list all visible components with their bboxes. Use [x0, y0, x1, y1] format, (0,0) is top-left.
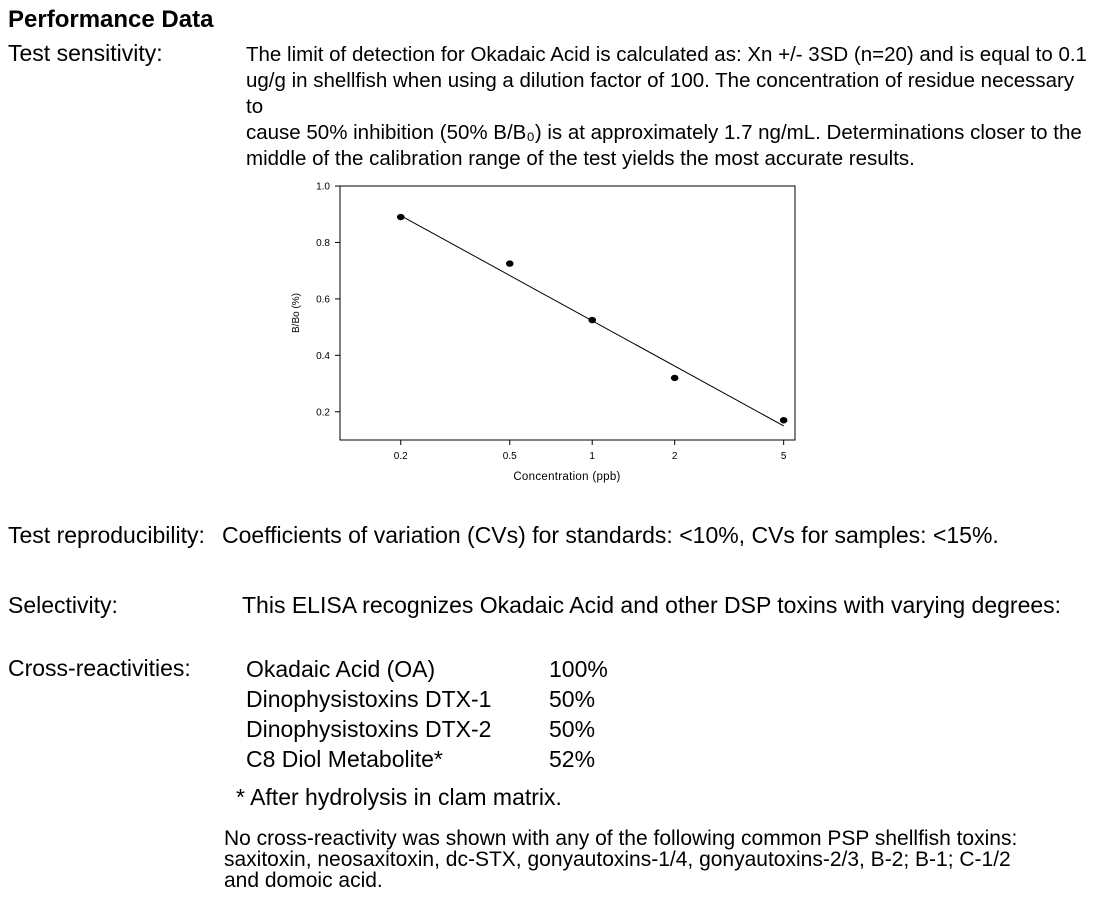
sensitivity-text — [246, 42, 1091, 172]
x-tick-label: 0.2 — [393, 451, 408, 462]
reproducibility-label: Test reproducibility: — [8, 522, 205, 548]
page-title: Performance Data — [8, 6, 214, 33]
plot-frame — [340, 186, 795, 440]
note-line: No cross-reactivity was shown with any of the following common PSP shellfish toxins: — [224, 827, 1018, 850]
x-tick-label: 0.5 — [502, 451, 517, 462]
x-tick-label: 2 — [671, 451, 678, 462]
y-tick-label: 0.6 — [316, 294, 330, 306]
toxin-value: 52% — [549, 746, 596, 772]
cross-row — [246, 654, 608, 684]
note-line: and domoic acid. — [224, 869, 383, 892]
y-tick-label: 0.4 — [316, 350, 330, 362]
cross-row — [246, 744, 608, 774]
reproducibility-value: Coefficients of variation (CVs) for standards: <10%, CVs for samples: <15%. — [222, 522, 999, 548]
sensitivity-line: cause 50% inhibition (50% B/B₀) is at approximately 1.7 ng/mL. Determinations closer to the — [246, 121, 1082, 144]
data-point — [506, 260, 514, 266]
cross-row — [246, 714, 608, 744]
footnote: * After hydrolysis in clam matrix. — [236, 784, 562, 810]
sensitivity-label: Test sensitivity: — [8, 40, 163, 66]
cross-reactivities-label: Cross-reactivities: — [8, 655, 191, 681]
toxin-value: 50% — [549, 686, 596, 712]
sensitivity-line: middle of the calibration range of the test yields the most accurate results. — [246, 147, 915, 170]
y-axis-ticks — [316, 182, 340, 419]
no-cross-reactivity-note — [224, 828, 1084, 891]
toxin-name: Okadaic Acid (OA) — [246, 656, 436, 682]
selectivity-text: This ELISA recognizes Okadaic Acid and other DSP toxins with varying degrees: — [242, 592, 1062, 618]
toxin-value: 100% — [549, 656, 608, 682]
y-axis-label: B/Bo (%) — [291, 292, 302, 334]
x-axis-label: Concentration (ppb) — [513, 471, 621, 483]
selectivity-label: Selectivity: — [8, 592, 118, 618]
data-point — [588, 317, 596, 323]
toxin-value: 50% — [549, 716, 596, 742]
y-tick-label: 0.8 — [316, 237, 330, 249]
x-axis-ticks — [394, 440, 787, 462]
cross-reactivity-table — [246, 654, 608, 774]
cross-row — [246, 684, 608, 714]
calibration-chart — [270, 170, 810, 490]
data-point — [671, 375, 679, 381]
toxin-name: C8 Diol Metabolite* — [246, 746, 443, 772]
y-tick-label: 1.0 — [316, 181, 330, 193]
toxin-name: Dinophysistoxins DTX-1 — [246, 686, 492, 712]
data-point — [780, 417, 788, 423]
x-tick-label: 5 — [780, 451, 787, 462]
y-tick-label: 0.2 — [316, 407, 330, 419]
toxin-name: Dinophysistoxins DTX-2 — [246, 716, 492, 742]
data-point — [397, 214, 405, 220]
sensitivity-line: ug/g in shellfish when using a dilution factor of 100. The concentration of residue necessary to — [246, 69, 1075, 118]
note-line: saxitoxin, neosaxitoxin, dc-STX, gonyautoxins-1/4, gonyautoxins-2/3, B-2; B-1; C-1/2 — [224, 848, 1011, 871]
sensitivity-line: The limit of detection for Okadaic Acid is calculated as: Xn +/- 3SD (n=20) and is equal to 0.1 — [246, 43, 1087, 66]
x-tick-label: 1 — [589, 451, 595, 462]
